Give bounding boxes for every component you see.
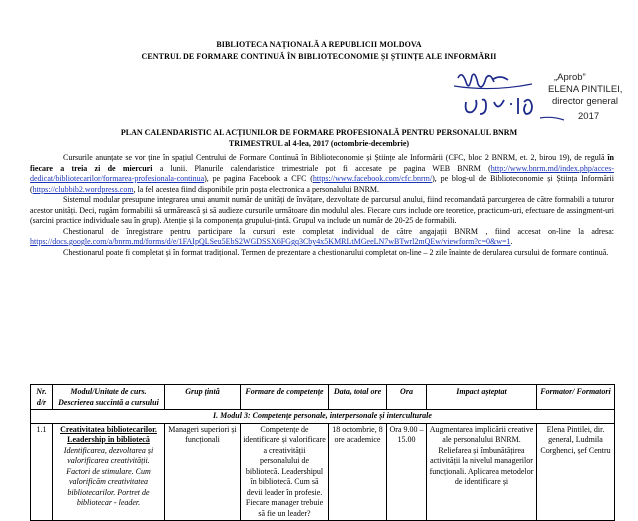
approval-stamp — [452, 68, 623, 128]
header-target-group: Grup țintă — [165, 385, 241, 410]
text: a lunii. Planurile calendaristice trimestriale pot fi accesate pe pagina WEB BNRM ( — [159, 163, 491, 173]
paragraph-registration — [30, 227, 614, 248]
approve-label: „Aprob” — [554, 72, 586, 83]
cell-time: Ora 9.00 – 15.00 — [387, 423, 427, 521]
paragraph-deadline: Chestionarul poate fi completat și în format tradițional. Termen de prezentare a chestionarului completat on-line – 2 zile înainte de derularea cursului de formare continuă. — [63, 247, 609, 257]
course-schedule-table — [30, 384, 615, 521]
course-description: Identificarea, dezvoltarea și valorificarea creativității. Factori de stimulare. Cum valorificăm creativitatea bibliotecarilor. Portret de bibliotecar - leader. — [63, 445, 154, 507]
cell-nr: 1.1 — [31, 423, 53, 521]
facebook-link[interactable]: https://www.facebook.com/cfc.bnrm/ — [312, 174, 433, 183]
blog-link[interactable]: https://clubbib2.wordpress.com — [32, 184, 134, 194]
text: ), pe blog-ul de Biblioteconomie și Știința Informării ( — [30, 174, 614, 194]
module-row — [31, 410, 615, 424]
registration-form-link[interactable]: https://docs.google.com/a/bnrm.md/forms/d/e/1FAIpQLSeu5EbS2WGDSSX6FGgq3Cby4x5KMRLtMGeeLN7wBTwrl2mQEw/viewform?c=0&w=1 — [30, 237, 511, 246]
text: , la fel acestea fiind disponibile prin poșta electronica a personalului BNRM. — [133, 184, 380, 194]
intro-text — [30, 153, 614, 258]
approver-name: ELENA PINTILEI, — [548, 84, 623, 95]
center-name: CENTRUL DE FORMARE CONTINUĂ ÎN BIBLIOTECONOMIE ȘI ȘTIINȚE ALE INFORMĂRII — [141, 52, 497, 61]
table-row — [31, 423, 615, 521]
text: . — [510, 237, 513, 246]
header-date: Data, total ore — [329, 385, 387, 410]
cell-module — [53, 423, 165, 521]
cell-target-group: Manageri superiori și funcționali — [165, 423, 241, 521]
institution-name: BIBLIOTECA NAȚIONALĂ A REPUBLICII MOLDOVA — [216, 40, 422, 49]
approver-position: director general — [552, 96, 619, 107]
emphasis-text: în fiecare a treia zi de miercuri — [30, 153, 614, 173]
header-competences: Formare de competențe — [241, 385, 329, 410]
table-header-row — [31, 385, 615, 410]
header-impact: Impact așteptat — [427, 385, 537, 410]
cell-trainer: Elena Pintilei, dir. general, Ludmila Corghenci, șef Centru — [537, 423, 615, 521]
text: Chestionarul de înregistrare pentru participare la cursuri este completat individual de către angajații BNRM , fiind accesat on-line la adresa: — [63, 226, 614, 236]
header-trainer: Formator/ Formatori — [537, 385, 615, 410]
cell-impact: Augmentarea implicării creative ale personalului BNRM. Reliefarea și îmbunătățirea activității la nivelul managerilor funcționali. Aplicarea metodelor de identificare și — [427, 423, 537, 521]
module-title: I. Modul 3: Competențe personale, interpersonale și interculturale — [31, 410, 615, 424]
course-title: Creativitatea bibliotecarilor. — [60, 424, 157, 434]
paragraph-schedule — [30, 153, 614, 195]
cell-competences: Competențe de identificare și valorificare a creativității personalului de bibliotecă. Leadershipul în bibliotecă. Cum să devii leader în profesie. Fiecare manager trebuie să fie un leader? — [241, 423, 329, 521]
text: Cursurile anunțate se vor ține în spațiul Centrului de Formare Continuă în Biblioteconomie și Științe ale Informării (CFC, bloc 2 BNRM, et. 2, birou 19), de regulă — [63, 153, 605, 162]
approval-year: 2017 — [578, 111, 600, 122]
cell-date: 18 octombrie, 8 ore academice — [329, 423, 387, 521]
bnrm-web-link[interactable]: http://www.bnrm.md/index.php/acces-dedicat/bibliotecarilor/formarea-profesionala-continua — [30, 163, 615, 183]
header-nr: Nr. d/r — [31, 385, 53, 410]
course-subtitle: Leadership în bibliotecă — [67, 435, 150, 444]
plan-title: PLAN CALENDARISTIC AL ACȚIUNILOR DE FORMARE PROFESIONALĂ PENTRU PERSONALUL BNRM — [120, 128, 518, 137]
header-module: Modul/Unitate de curs. Descrierea succintă a cursului — [53, 385, 165, 410]
plan-subtitle: TRIMESTRUL al 4-lea, 2017 (octombrie-decembrie) — [228, 139, 410, 148]
paragraph-modular: Sistemul modular presupune integrarea unui anumit număr de unități de învățare, dezvoltate de parcursul anului, fiind recomandată parcurgerea de către formabili a tuturor acestor unități. Deci, rugăm formabilii să urmărească și să audieze cursurile următoare din modulul ales. Fiecare curs include ore teoretice, practicum-uri, efectuare de assingment-uri (sarcini practice individuale sau în grup). Atenție și la componența grupului-țintă. Grupul va include un număr de 20-25 de formabili. — [30, 195, 614, 225]
header-time: Ora — [387, 385, 427, 410]
text: ), pe pagina Facebook a CFC ( — [204, 174, 313, 183]
